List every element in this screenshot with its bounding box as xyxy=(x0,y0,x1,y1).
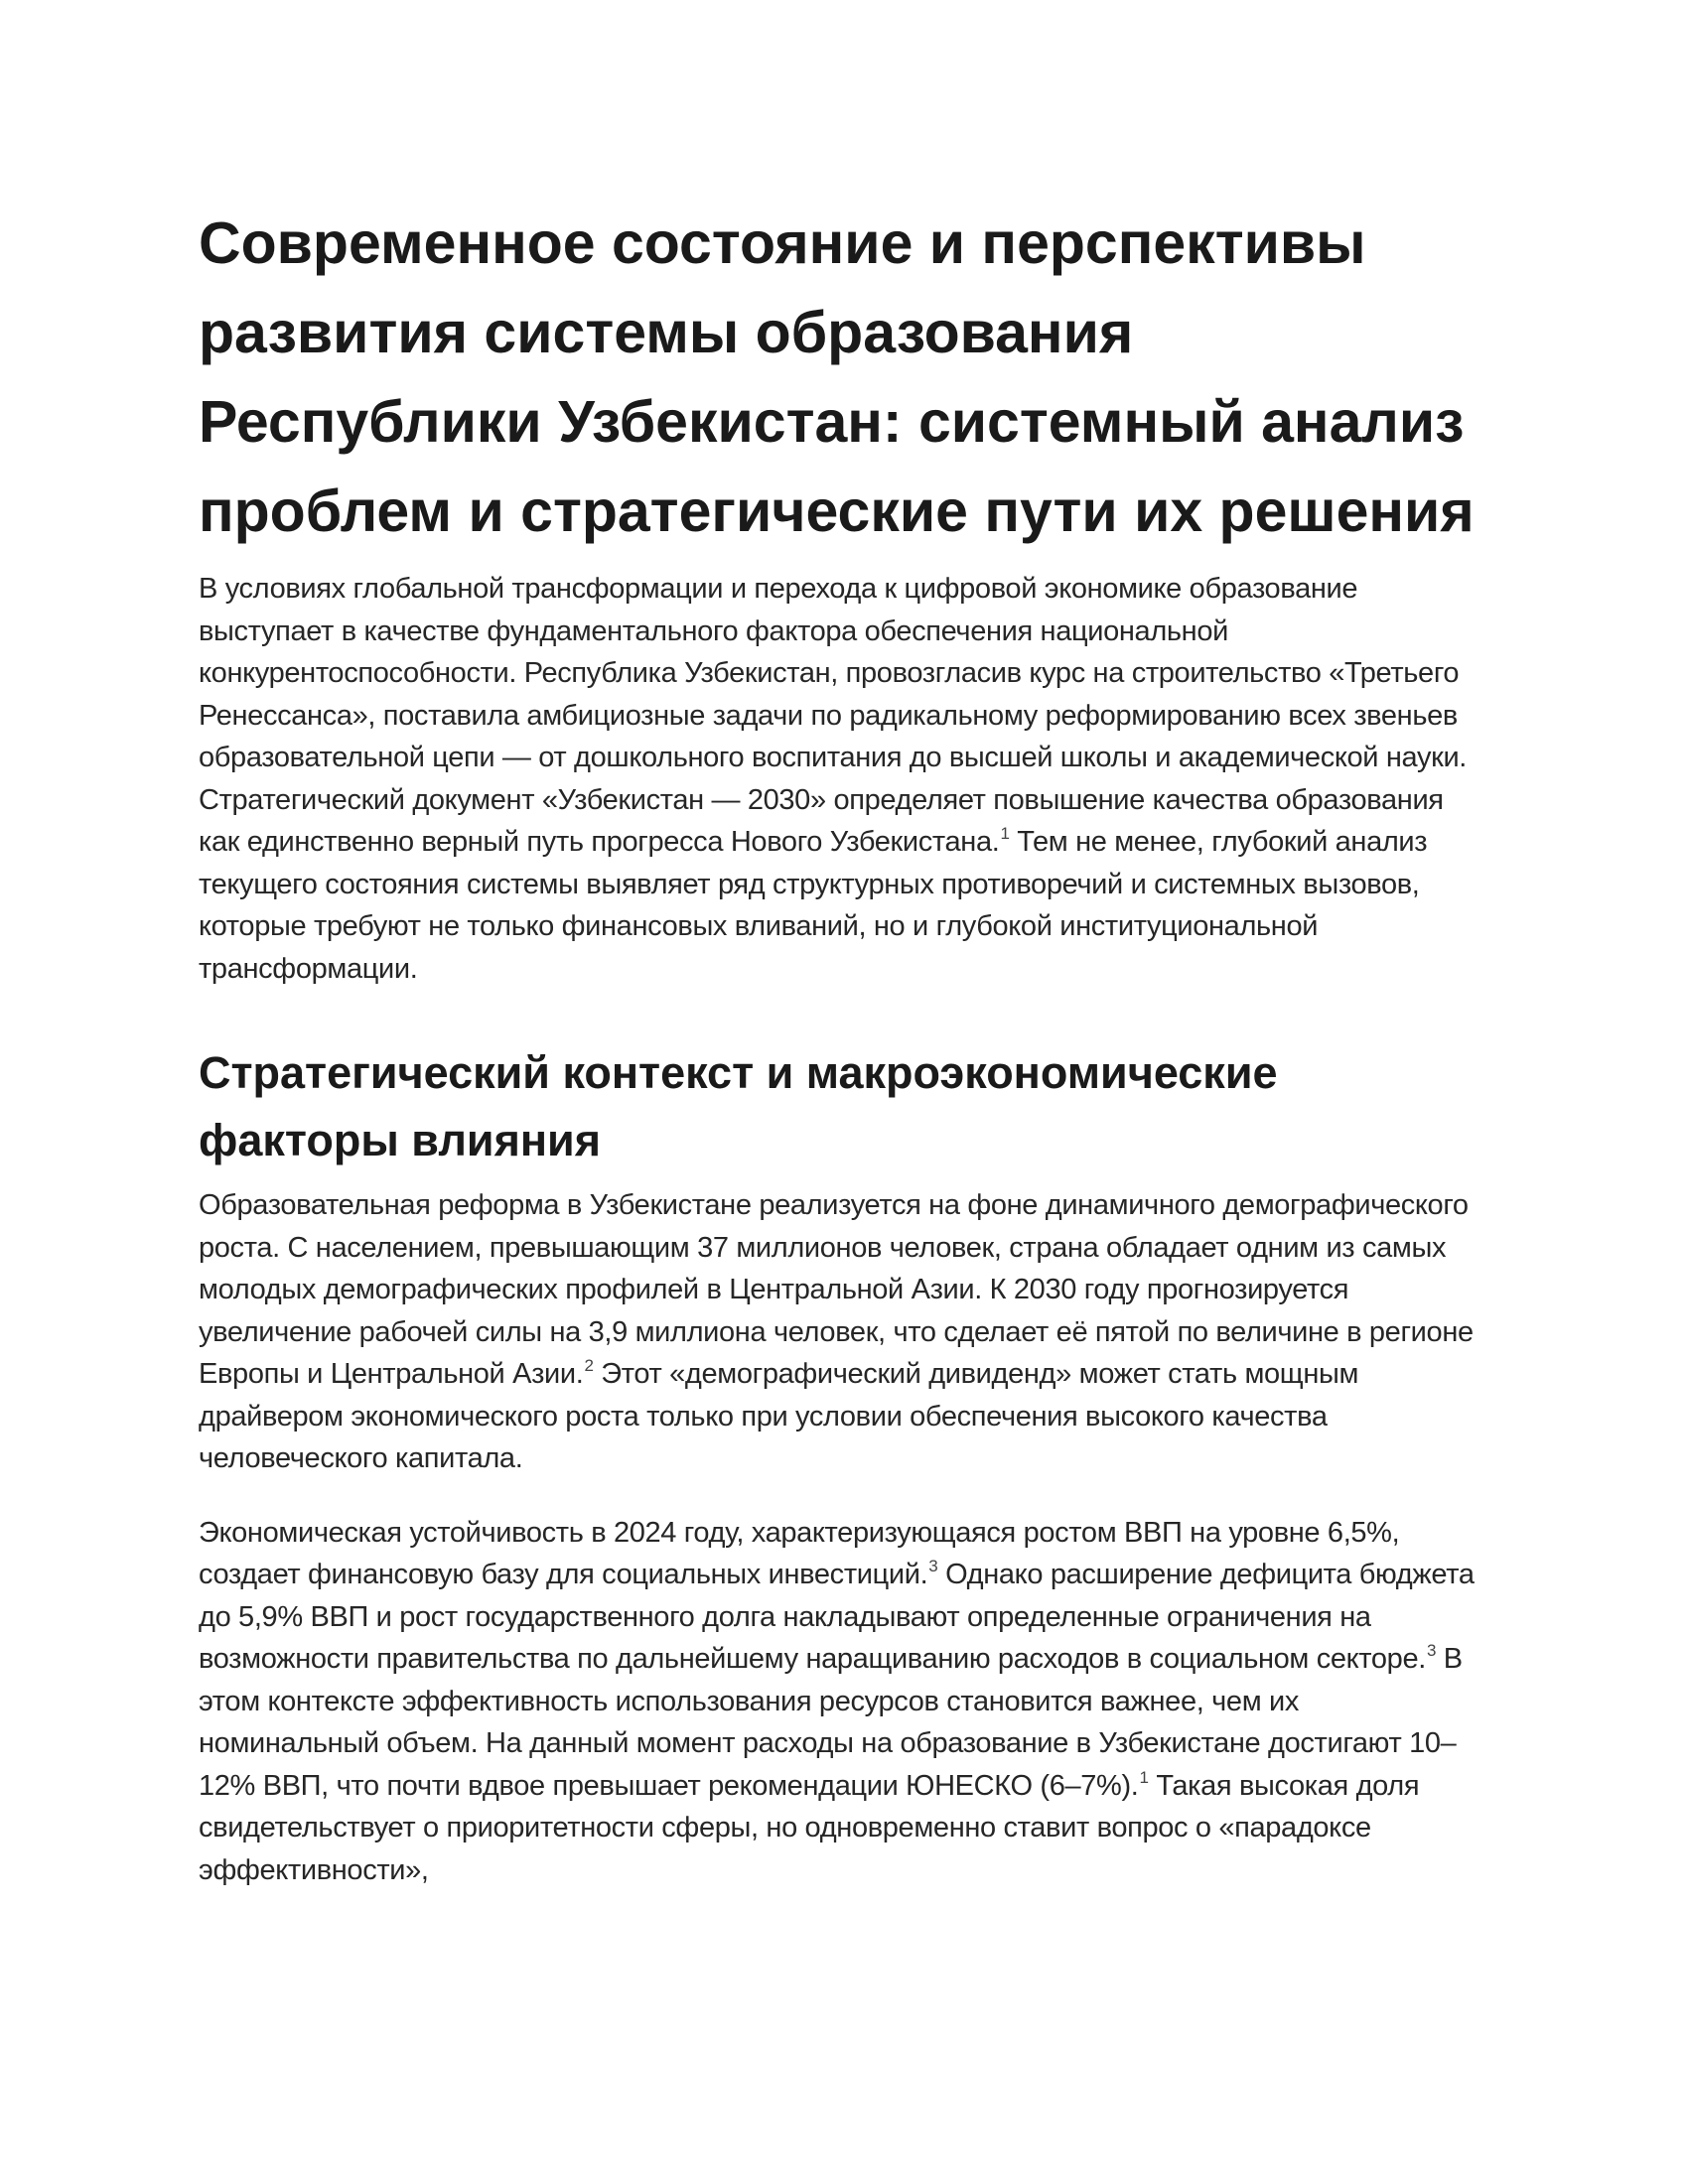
paragraph-text-part1: Образовательная реформа в Узбекистане реализуется на фоне динамичного демографического роста. С населением, превышающим 37 миллионов человек, страна обладает одним из самых молодых демографических профилей в Центральной Азии. К 2030 году прогнозируется увеличение рабочей силы на 3,9 миллиона человек, что сделает её пятой по величине в регионе Европы и Центральной Азии. xyxy=(199,1189,1474,1390)
footnote-ref[interactable]: 3 xyxy=(928,1557,938,1575)
section-paragraph-2 xyxy=(199,1512,1479,1892)
footnote-ref[interactable]: 1 xyxy=(1139,1767,1149,1787)
paragraph-text-part4: Такая высокая доля свидетельствует о приоритетности сферы, но одновременно ставит вопрос о «парадоксе эффективности», xyxy=(199,1769,1420,1886)
footnote-ref[interactable]: 3 xyxy=(1426,1641,1437,1660)
intro-paragraph xyxy=(199,568,1479,990)
intro-text-part1: В условиях глобальной трансформации и перехода к цифровой экономике образование выступает в качестве фундаментального фактора обеспечения национальной конкурентоспособности. Республика Узбекистан, провозгласив курс на строительство «Третьего Ренессанса», поставила амбициозные задачи по радикальному реформированию всех звеньев образовательной цепи — от дошкольного воспитания до высшей школы и академической науки. Стратегический документ «Узбекистан — 2030» определяет повышение качества образования как единственно верный путь прогресса Нового Узбекистана. xyxy=(199,573,1468,858)
section-paragraph-1 xyxy=(199,1184,1479,1480)
paragraph-text-part1: Экономическая устойчивость в 2024 году, характеризующаяся ростом ВВП на уровне 6,5%, создает финансовую базу для социальных инвестиций. xyxy=(199,1516,1400,1590)
footnote-ref[interactable]: 1 xyxy=(1000,824,1010,843)
section-heading: Стратегический контекст и макроэкономические факторы влияния xyxy=(199,1047,1278,1165)
intro-text-part2: Тем не менее, глубокий анализ текущего состояния системы выявляет ряд структурных противоречий и системных вызовов, которые требуют не только финансовых вливаний, но и глубокой институциональной трансформации. xyxy=(199,826,1428,985)
document-title: Современное состояние и перспективы развития системы образования Республики Узбекистан: системный анализ проблем и стратегические пути их решения xyxy=(199,210,1475,544)
footnote-ref[interactable]: 2 xyxy=(584,1356,594,1375)
paragraph-text-part2: Этот «демографический дивиденд» может стать мощным драйвером экономического роста только при условии обеспечения высокого качества человеческого капитала. xyxy=(199,1358,1359,1474)
paragraph-text-part3: В этом контексте эффективность использования ресурсов становится важнее, чем их номинальный объем. На данный момент расходы на образование в Узбекистане достигают 10–12% ВВП, что почти вдвое превышает рекомендации ЮНЕСКО (6–7%). xyxy=(199,1643,1463,1802)
paragraph-text-part2: Однако расширение дефицита бюджета до 5,9% ВВП и рост государственного долга накладывают определенные ограничения на возможности правительства по дальнейшему наращиванию расходов в социальном секторе. xyxy=(199,1559,1475,1675)
document-page xyxy=(199,199,1479,1891)
